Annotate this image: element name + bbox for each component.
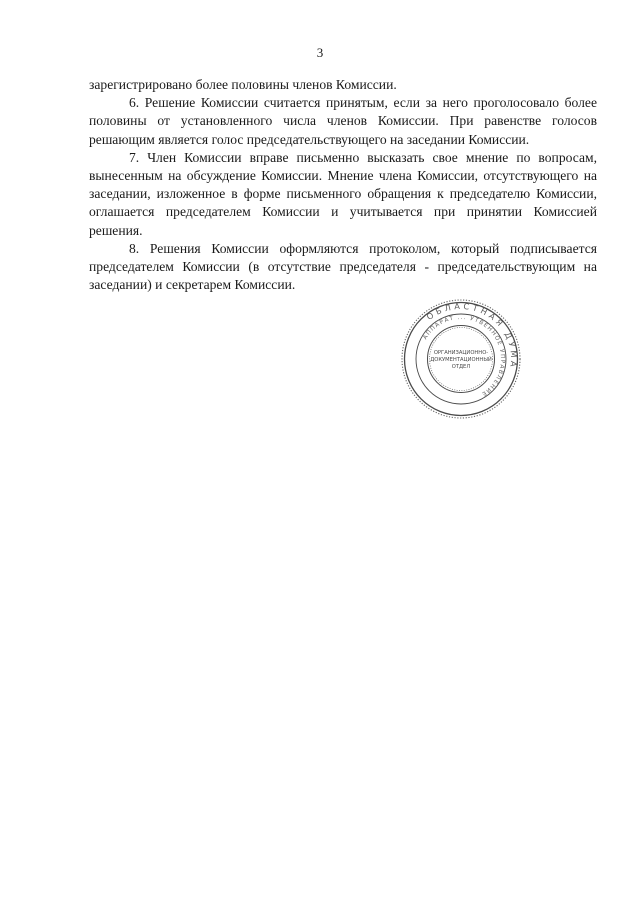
- svg-text:АППАРАТ ... УТВЕННОЕ УПРАВЛЕНИ: АППАРАТ ... УТВЕННОЕ УПРАВЛЕНИЕ: [422, 314, 506, 398]
- seal-center-line-2: ДОКУМЕНТАЦИОННЫЙ: [430, 357, 492, 363]
- paragraph-item-7: 7. Член Комиссии вправе письменно высказать свое мнение по вопросам, вынесенным на обсуждение Комиссии. Мнение члена Комиссии, отсутствующего на заседании, изложенное в форме письменного обращения к председателю Комиссии, оглашается председателем Комиссии и учитывается при принятии Комиссией решения.: [89, 149, 597, 238]
- seal-graphic: [400, 298, 522, 420]
- official-seal-stamp: [400, 298, 522, 420]
- page-number: 3: [316, 45, 324, 60]
- seal-center-line-3: ОТДЕЛ: [451, 364, 471, 370]
- paragraph-item-8: 8. Решения Комиссии оформляются протоколом, который подписывается председателем Комиссии (в отсутствие председателя - председательствующим на заседании) и секретарем Комиссии.: [89, 240, 597, 293]
- paragraph-continuation: зарегистрировано более половины членов Комиссии.: [89, 77, 397, 92]
- seal-center-line-1: ОРГАНИЗАЦИОННО-: [433, 350, 489, 356]
- document-body: [89, 76, 597, 294]
- paragraph-item-6: 6. Решение Комиссии считается принятым, если за него проголосовало более половины от установленного числа членов Комиссии. При равенстве голосов решающим является голос председательствующего на заседании Комиссии.: [89, 95, 597, 147]
- svg-text:ОБЛАСТНАЯ ДУМА: ОБЛАСТНАЯ ДУМА: [424, 300, 520, 371]
